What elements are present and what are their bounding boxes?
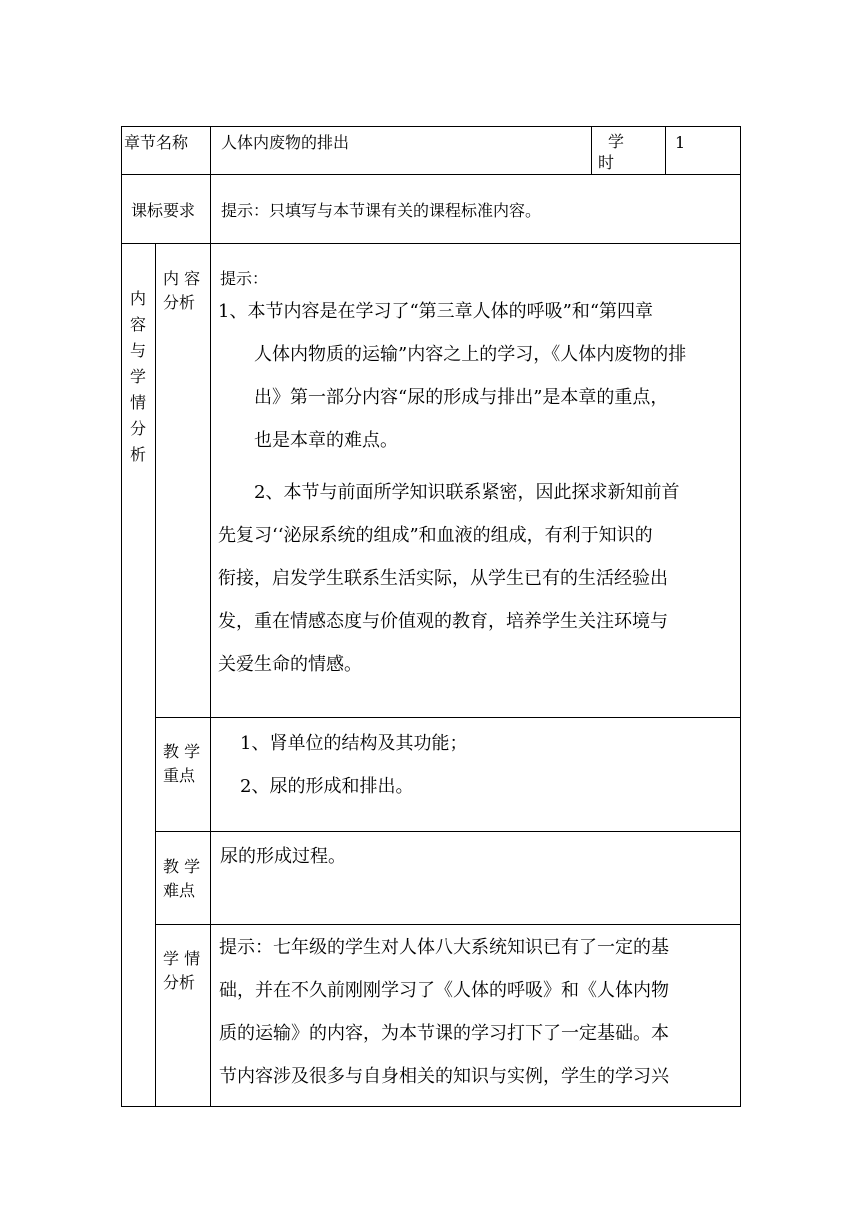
key-point-item: 1、肾单位的结构及其功能； xyxy=(240,733,468,754)
key-point-item: 2、尿的形成和排出。 xyxy=(240,776,414,797)
difficulty-content: 尿的形成过程。 xyxy=(220,846,346,867)
hours-value: 1 xyxy=(675,133,686,152)
table-border-right xyxy=(740,126,741,1107)
key-points-list xyxy=(240,722,735,808)
hours-label-divider xyxy=(591,126,592,174)
group-column-divider xyxy=(155,243,156,1107)
curriculum-standard-label: 课标要求 xyxy=(131,201,196,220)
difficulty-label-top: 教 学 xyxy=(163,857,201,876)
content-analysis-point2: 2、本节与前面所学知识联系紧密，因此探求新知前首 先复习‘‘泌尿系统的组成”和血液的组成，有利于知识的 衔接，启发学生联系生活实际，从学生已有的生活经验出 发，重在情感态度与价值观的教育，培养学生关注环境与 关爱生命的情感。 xyxy=(218,482,680,675)
chapter-name-label: 章节名称 xyxy=(124,133,189,152)
table-border-top xyxy=(121,126,741,127)
learner-analysis-label-top: 学 情 xyxy=(163,949,201,968)
learner-analysis-content: 提示：七年级的学生对人体八大系统知识已有了一定的基 础，并在不久前刚刚学习了《人体的呼吸》和《人体内物 质的运输》的内容，为本节课的学习打下了一定基础。本 节内容涉及很多与自身相关的知识与实例，学生的学习兴 xyxy=(219,937,669,1087)
content-analysis-label-top: 内 容 xyxy=(163,269,201,288)
table-border-bottom xyxy=(121,1106,741,1107)
content-analysis-point1: 1、本节内容是在学习了“第三章人体的呼吸”和“第四章 人体内物质的运输”内容之上的学习，《人体内废物的排 出》第一部分内容“尿的形成与排出”是本章的重点， 也是本章的难点。 xyxy=(218,301,687,451)
row-divider-1 xyxy=(121,174,741,175)
chapter-title: 人体内废物的排出 xyxy=(221,133,350,152)
row-divider-5 xyxy=(155,924,741,925)
learner-analysis-label-bottom: 分析 xyxy=(163,973,196,992)
key-points-label-top: 教 学 xyxy=(163,742,201,761)
content-analysis-hint: 提示： xyxy=(220,269,269,288)
hours-label-bottom: 时 xyxy=(598,153,615,172)
table-border-left xyxy=(121,126,122,1107)
hours-value-divider xyxy=(665,126,666,174)
difficulty-label-bottom: 难点 xyxy=(163,881,196,900)
row-divider-3 xyxy=(155,717,741,718)
row-divider-2 xyxy=(121,243,741,244)
curriculum-standard-content: 提示：只填写与本节课有关的课程标准内容。 xyxy=(221,201,542,220)
key-points-label-bottom: 重点 xyxy=(163,766,196,785)
hours-label-top: 学 xyxy=(608,132,625,151)
row-divider-4 xyxy=(155,831,741,832)
content-learner-analysis-label: 内 容 与 学 情 分 析 xyxy=(129,289,146,464)
content-analysis-label-bottom: 分析 xyxy=(163,293,196,312)
label-column-divider xyxy=(210,126,211,1107)
